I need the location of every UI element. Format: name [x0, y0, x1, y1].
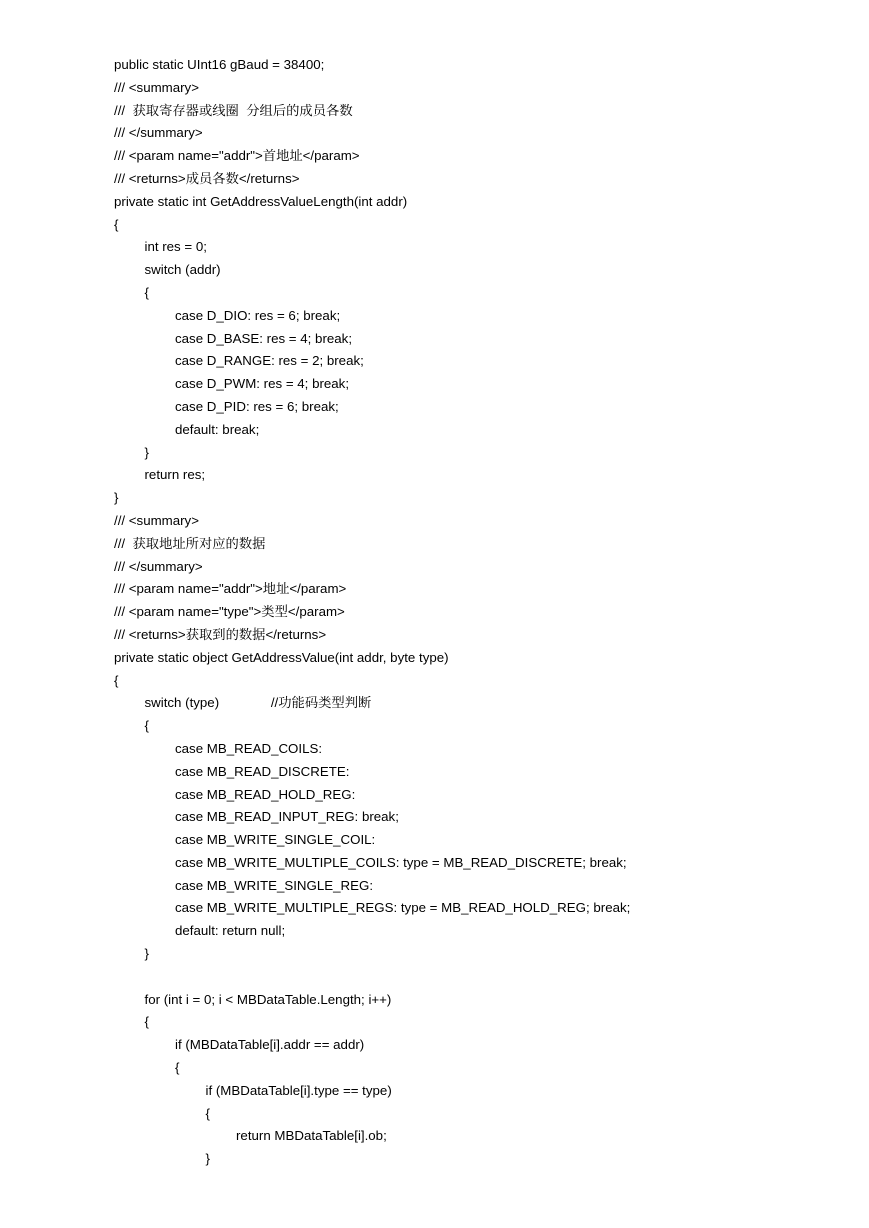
- code-line: case MB_WRITE_SINGLE_COIL:: [175, 832, 376, 848]
- code-line: }: [114, 490, 119, 506]
- method-signature: private static int GetAddressValueLength(int addr): [114, 193, 408, 209]
- code-line: case D_DIO: res = 6; break;: [175, 307, 341, 323]
- code-line: case MB_READ_INPUT_REG: break;: [175, 809, 399, 825]
- code-listing: [114, 54, 854, 1171]
- code-line: {: [144, 718, 149, 734]
- method-signature: private static object GetAddressValue(int addr, byte type): [114, 649, 449, 665]
- doc-comment-line: /// <param name="addr">首地址</param>: [114, 148, 360, 164]
- code-line: if (MBDataTable[i].type == type): [205, 1082, 392, 1098]
- code-line: case MB_WRITE_MULTIPLE_COILS: type = MB_READ_DISCRETE; break;: [175, 854, 627, 870]
- blank-line: [114, 966, 854, 989]
- code-line: switch (addr): [144, 262, 221, 278]
- doc-comment-line: /// </summary>: [114, 558, 203, 574]
- code-line: default: return null;: [175, 923, 286, 939]
- code-line: {: [144, 284, 149, 300]
- code-line: public static UInt16 gBaud = 38400;: [114, 57, 325, 72]
- code-line: {: [144, 1014, 149, 1030]
- code-line: {: [175, 1060, 180, 1076]
- doc-comment-line: /// <summary>: [114, 79, 199, 95]
- code-line: for (int i = 0; i < MBDataTable.Length; i++): [144, 991, 392, 1007]
- doc-comment-line: /// <param name="addr">地址</param>: [114, 581, 347, 597]
- doc-comment-line: /// 获取寄存器或线圈 分组后的成员各数: [114, 102, 353, 118]
- code-line: return res;: [144, 467, 206, 483]
- code-line: switch (type) //功能码类型判断: [144, 695, 372, 711]
- doc-comment-line: /// <summary>: [114, 512, 199, 528]
- code-line: case MB_READ_HOLD_REG:: [175, 786, 356, 802]
- code-line: case MB_READ_DISCRETE:: [175, 763, 350, 779]
- code-line: }: [144, 946, 149, 962]
- doc-comment-line: /// <returns>获取到的数据</returns>: [114, 626, 327, 642]
- code-line: int res = 0;: [144, 239, 207, 255]
- doc-comment-line: /// 获取地址所对应的数据: [114, 535, 266, 551]
- code-line: case D_PID: res = 6; break;: [175, 398, 339, 414]
- code-line: case D_RANGE: res = 2; break;: [175, 353, 364, 369]
- code-line: case MB_READ_COILS:: [175, 740, 323, 756]
- code-line: case D_BASE: res = 4; break;: [175, 330, 353, 346]
- doc-comment-line: /// </summary>: [114, 125, 203, 141]
- doc-comment-line: /// <returns>成员各数</returns>: [114, 170, 300, 186]
- code-line: case MB_WRITE_SINGLE_REG:: [175, 877, 374, 893]
- code-line: case D_PWM: res = 4; break;: [175, 376, 350, 392]
- doc-comment-line: /// <param name="type">类型</param>: [114, 604, 345, 620]
- code-line: }: [144, 444, 149, 460]
- code-line: case MB_WRITE_MULTIPLE_REGS: type = MB_READ_HOLD_REG; break;: [175, 900, 631, 916]
- code-line: {: [114, 216, 119, 232]
- code-line: {: [114, 672, 119, 688]
- code-line: if (MBDataTable[i].addr == addr): [175, 1037, 365, 1053]
- code-line: return MBDataTable[i].ob;: [236, 1128, 387, 1144]
- code-line: {: [205, 1105, 210, 1121]
- code-line: }: [205, 1151, 210, 1167]
- code-line: default: break;: [175, 421, 260, 437]
